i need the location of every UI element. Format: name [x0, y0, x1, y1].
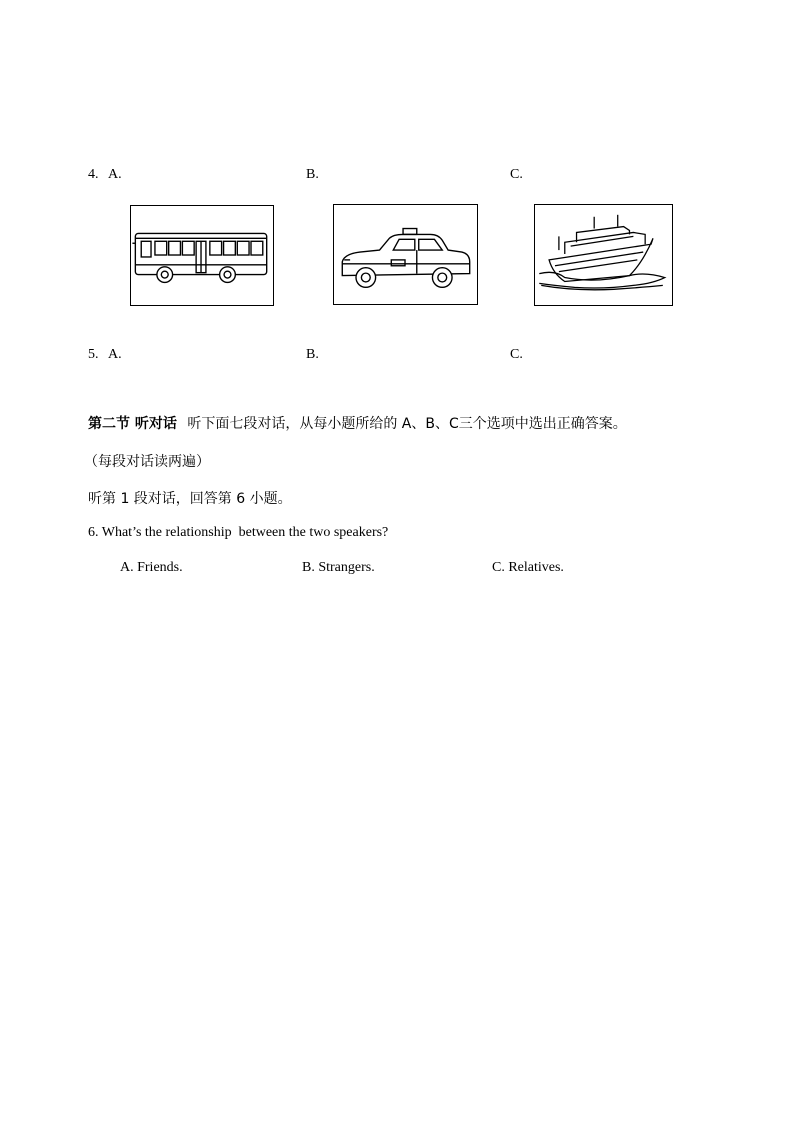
q4-option-a-picture[interactable] — [130, 205, 274, 306]
q4-option-c-label[interactable]: C. — [510, 167, 523, 182]
section2-heading — [88, 413, 627, 433]
q4-number: 4. — [88, 167, 99, 182]
q5-option-b-label[interactable]: B. — [306, 347, 319, 362]
section2-instruction: 听下面七段对话，从每小题所给的 A、B、C三个选项中选出正确答案。 — [187, 416, 627, 432]
q6-question: 6. What’s the relationship between the two speakers? — [88, 525, 389, 540]
q4-option-b-label[interactable]: B. — [306, 167, 319, 182]
q4-option-c-picture[interactable] — [534, 204, 673, 306]
q5-option-a-label[interactable]: A. — [108, 347, 122, 362]
q6-option-c[interactable]: C. Relatives. — [492, 560, 564, 575]
q6-option-a[interactable]: A. Friends. — [120, 560, 183, 575]
section2-note: （每段对话读两遍） — [84, 454, 210, 470]
q4-option-b-picture[interactable] — [333, 204, 478, 305]
ship-icon — [535, 205, 672, 305]
dialogue1-intro: 听第 1 段对话，回答第 6 小题。 — [88, 491, 292, 507]
q4-option-a-label[interactable]: A. — [108, 167, 122, 182]
q6-option-b[interactable]: B. Strangers. — [302, 560, 375, 575]
q5-option-c-label[interactable]: C. — [510, 347, 523, 362]
q5-number: 5. — [88, 347, 99, 362]
section2-title: 第二节 听对话 — [88, 416, 177, 432]
bus-icon — [131, 206, 273, 305]
taxi-icon — [334, 205, 477, 304]
